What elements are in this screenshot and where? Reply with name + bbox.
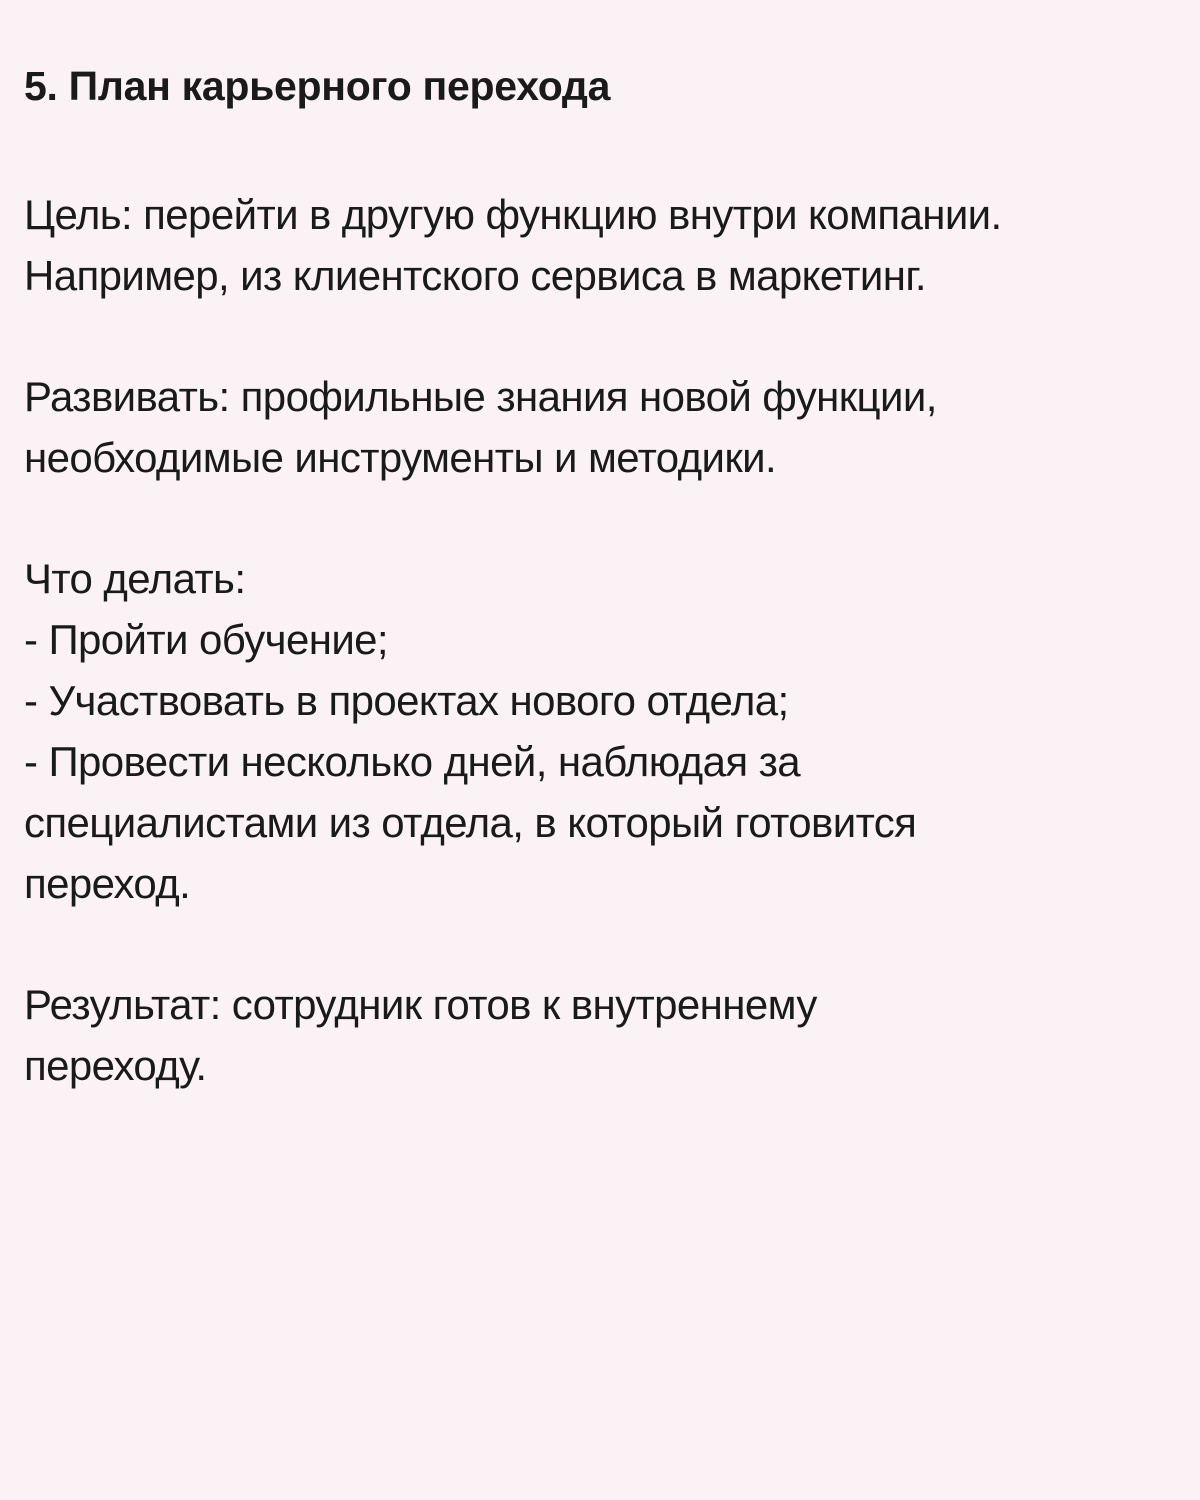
actions-heading: Что делать: bbox=[24, 555, 246, 602]
result-paragraph bbox=[24, 974, 1176, 1096]
goal-line: Например, из клиентского сервиса в маркетинг. bbox=[24, 252, 926, 299]
goal-line: Цель: перейти в другую функцию внутри компании. bbox=[24, 191, 1002, 238]
result-line: переходу. bbox=[24, 1042, 207, 1089]
goal-paragraph bbox=[24, 184, 1176, 306]
actions-list-item-continuation: переход. bbox=[24, 860, 191, 907]
develop-line: необходимые инструменты и методики. bbox=[24, 434, 777, 481]
actions-list-item: - Пройти обучение; bbox=[24, 616, 389, 663]
actions-list-item: - Участвовать в проектах нового отдела; bbox=[24, 677, 789, 724]
result-line: Результат: сотрудник готов к внутреннему bbox=[24, 981, 817, 1028]
develop-paragraph bbox=[24, 366, 1176, 488]
actions-paragraph bbox=[24, 548, 1176, 914]
slide-title: 5. План карьерного перехода bbox=[24, 63, 611, 109]
actions-list-item: - Провести несколько дней, наблюдая за bbox=[24, 738, 800, 785]
actions-list-item-continuation: специалистами из отдела, в который готовится bbox=[24, 799, 917, 846]
develop-line: Развивать: профильные знания новой функции, bbox=[24, 373, 937, 420]
